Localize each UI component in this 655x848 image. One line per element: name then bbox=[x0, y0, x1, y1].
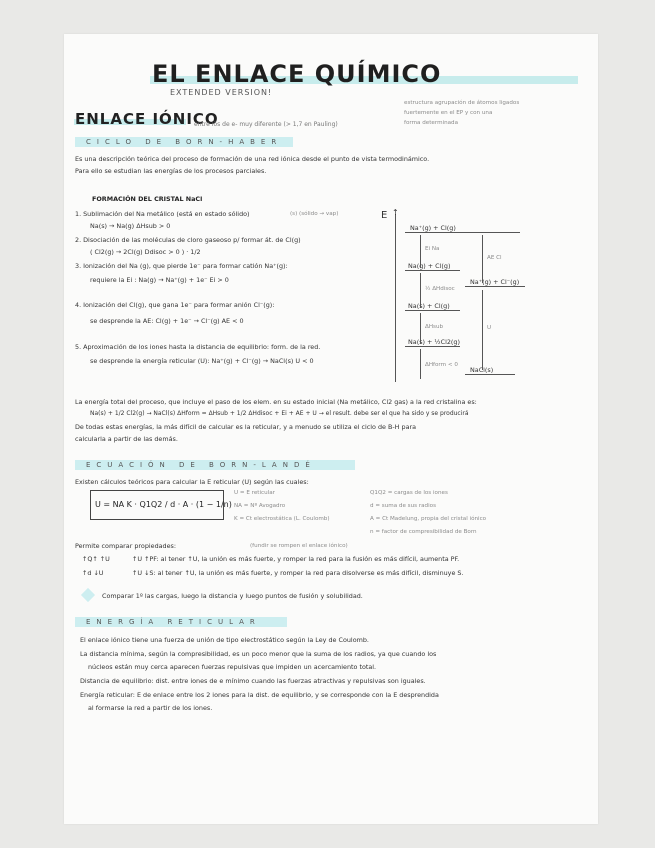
bh-step-5-eq: se desprende la energía reticular (U): Na⁺(g) + Cl⁻(g) → NaCl(s) U < 0 bbox=[90, 357, 314, 365]
transition-label: ΔHsub bbox=[425, 324, 444, 330]
side-note-2: fuertemente en el EP y con una bbox=[404, 110, 493, 116]
level-line bbox=[405, 270, 460, 271]
born-lande-equation: U = NA K · Q1Q2 / d · A · (1 − 1/n) bbox=[95, 500, 232, 509]
level-line bbox=[405, 310, 460, 311]
bh-intro-1: Es una descripción teórica del proceso de formación de una red iónica desde el punto de vista termodinámico. bbox=[75, 155, 430, 163]
energy-axis bbox=[395, 214, 396, 382]
energy-axis-arrow: ↑ bbox=[392, 208, 399, 217]
var-left-2: NA = Nº Avogadro bbox=[234, 503, 286, 509]
level-line bbox=[465, 286, 525, 287]
bh-summary-1: La energía total del proceso, que incluye el paso de los elem. en su estado inicial (Na metálico, Cl2 gas) a la red cristalina es: bbox=[75, 398, 477, 406]
var-right-2: d = suma de sus radios bbox=[370, 503, 436, 509]
energy-axis-label: E bbox=[381, 210, 388, 221]
bh-step-1-eq: Na(s) → Na(g) ΔHsub > 0 bbox=[90, 222, 171, 230]
bh-subheading: FORMACIÓN DEL CRISTAL NaCl bbox=[92, 195, 203, 203]
compare-row-1-left: ↑Q↑ ↑U bbox=[82, 555, 110, 563]
var-left-1: U = E reticular bbox=[234, 490, 275, 496]
var-left-3: K = Ct electrostática (L. Coulomb) bbox=[234, 516, 330, 522]
ionic-note: entre iös de e- muy diferente (> 1,7 en Pauling) bbox=[194, 121, 338, 128]
reticular-bullet-1: El enlace iónico tiene una fuerza de unión de tipo electrostático según la Ley de Coulomb. bbox=[80, 636, 369, 644]
level-label: Na⁺(g) + Cl(g) bbox=[410, 224, 456, 232]
bh-intro-2: Para ello se estudian las energías de los procesos parciales. bbox=[75, 167, 267, 175]
compare-row-2-left: ↑d ↓U bbox=[82, 569, 104, 577]
bh-step-2-eq: ( Cl2(g) → 2Cl(g) Ddisoc > 0 ) · 1/2 bbox=[90, 248, 201, 256]
transition-label: ½ ΔHdisoc bbox=[425, 286, 455, 292]
transition-arrow bbox=[420, 313, 421, 344]
level-line bbox=[405, 232, 520, 233]
bh-summary-2: Na(s) + 1/2 Cl2(g) → NaCl(s) ΔHform = ΔHsub + 1/2 ΔHdisoc + Ei + AE + U → el result. debe ser el que ha sido y se producirá bbox=[90, 410, 469, 417]
transition-label: U bbox=[487, 325, 492, 331]
bh-step-5: 5. Aproximación de los iones hasta la distancia de equilibrio: form. de la red. bbox=[75, 343, 321, 351]
var-right-1: Q1Q2 = cargas de los iones bbox=[370, 490, 448, 496]
bh-step-4: 4. Ionización del Cl(g), que gana 1e⁻ para formar anión Cl⁻(g): bbox=[75, 301, 275, 309]
transition-label: Ei Na bbox=[425, 246, 440, 252]
level-label: Na⁺(g) + Cl⁻(g) bbox=[470, 278, 520, 286]
var-right-4: n = factor de compresibilidad de Born bbox=[370, 529, 477, 535]
ionic-heading: ENLACE IÓNICO bbox=[75, 110, 219, 128]
bh-step-1-note: (s) (sólido → vap) bbox=[290, 211, 339, 217]
bh-step-2: 2. Disociación de las moléculas de cloro gaseoso p/ formar át. de Cl(g) bbox=[75, 236, 301, 244]
level-label: Na(g) + Cl(g) bbox=[408, 262, 451, 270]
page-title: EL ENLACE QUÍMICO bbox=[152, 60, 442, 88]
reticular-bullet-2: La distancia mínima, según la compresibilidad, es un poco menor que la suma de los radios, ya que cuando los bbox=[80, 650, 437, 658]
transition-label: AE Cl bbox=[487, 255, 502, 261]
reticular-bullet-4: Distancia de equilibrio: dist. entre iones de e mínimo cuando las fuerzas atractivas y repulsivas son iguales. bbox=[80, 677, 426, 685]
compare-title: Permite comparar propiedades: bbox=[75, 542, 177, 550]
reticular-title: ENERGÍA RETICULAR bbox=[86, 618, 261, 626]
transition-arrow bbox=[420, 235, 421, 268]
page-subtitle: EXTENDED VERSION! bbox=[170, 88, 273, 97]
born-haber-title: CICLO DE BORN-HABER bbox=[86, 138, 283, 146]
reticular-bullet-5: Energía reticular: E de enlace entre los 2 iones para la dist. de equilibrio, y se corresponde con la E desprendida bbox=[80, 691, 439, 699]
transition-arrow bbox=[420, 273, 421, 308]
level-line bbox=[405, 346, 460, 347]
bh-summary-4: calcularla a partir de las demás. bbox=[75, 435, 178, 443]
born-lande-title: ECUACIÓN DE BORN-LANDÉ bbox=[86, 461, 316, 469]
bl-intro: Existen cálculos teóricos para calcular la E reticular (U) según las cuales: bbox=[75, 478, 309, 486]
bl-tip: Comparar 1º las cargas, luego la distancia y luego puntos de fusión y solubilidad. bbox=[102, 592, 363, 600]
bh-step-3-eq: requiere la Ei : Na(g) → Na⁺(g) + 1e⁻ Ei > 0 bbox=[90, 276, 229, 284]
level-label: Na(s) + Cl(g) bbox=[408, 302, 450, 310]
compare-row-1-text: ↑U ↑PF: al tener ↑U, la unión es más fuerte, y romper la red para la fusión es más difícil, aumenta PF. bbox=[132, 555, 460, 563]
bh-step-3: 3. Ionización del Na (g), que pierde 1e⁻ para formar catión Na⁺(g): bbox=[75, 262, 288, 270]
transition-arrow bbox=[482, 290, 483, 370]
var-right-3: A = Ct Madelung, propia del cristal iónico bbox=[370, 516, 487, 522]
compare-note: (fundir se rompen el enlace iónico) bbox=[250, 543, 348, 549]
bh-summary-3: De todas estas energías, la más difícil de calcular es la reticular, y a menudo se utiliza el ciclo de B-H para bbox=[75, 423, 417, 431]
transition-arrow bbox=[482, 235, 483, 283]
bh-step-4-eq: se desprende la AE: Cl(g) + 1e⁻ → Cl⁻(g) AE < 0 bbox=[90, 317, 244, 325]
reticular-bullet-6: al formarse la red a partir de los iones. bbox=[88, 704, 213, 712]
transition-arrow bbox=[420, 349, 421, 379]
side-note-1: estructura agrupación de átomos ligados bbox=[404, 100, 520, 106]
level-label: Na(s) + ½Cl2(g) bbox=[408, 338, 460, 346]
compare-row-2-text: ↑U ↓S: al tener ↑U, la unión es más fuerte, y romper la red para disolverse es más difícil, disminuye S. bbox=[132, 569, 464, 577]
level-line bbox=[465, 374, 515, 375]
bh-step-1: 1. Sublimación del Na metálico (está en estado sólido) bbox=[75, 210, 250, 218]
side-note-3: forma determinada bbox=[404, 120, 459, 126]
reticular-bullet-3: núcleos están muy cerca aparecen fuerzas repulsivas que impiden un acercamiento total. bbox=[88, 663, 377, 671]
transition-label: ΔHform < 0 bbox=[425, 362, 458, 368]
level-label: NaCl(s) bbox=[470, 366, 494, 374]
